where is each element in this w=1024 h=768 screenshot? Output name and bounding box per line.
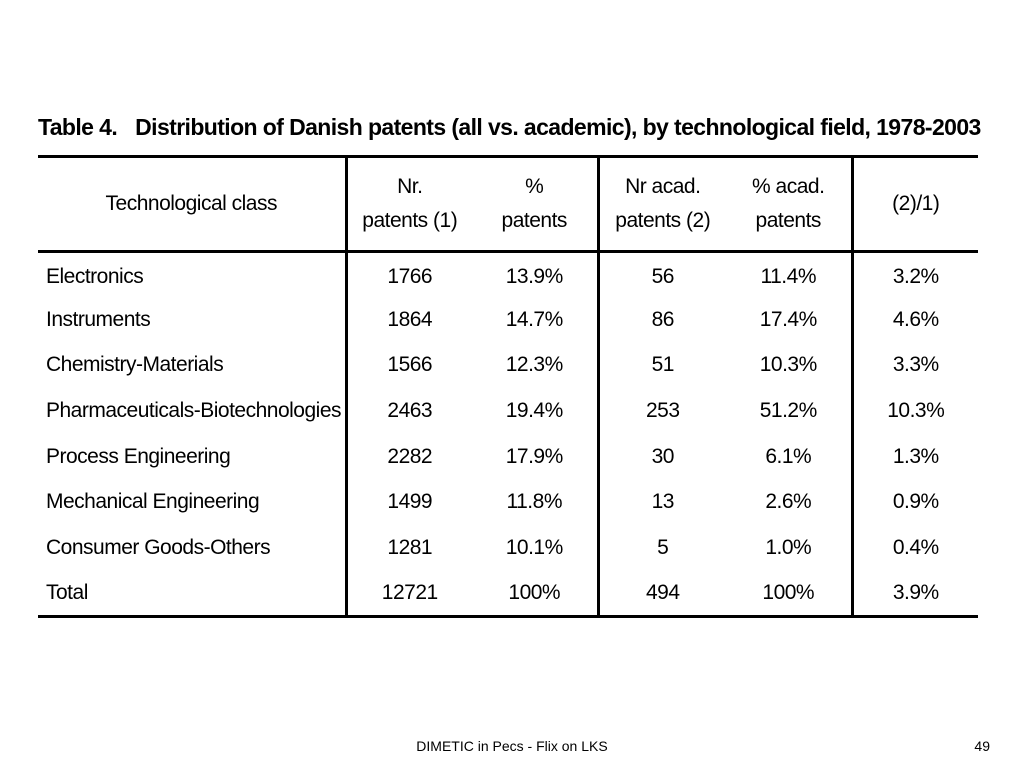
cell-nr-acad-patents: 51 [598, 343, 726, 389]
cell-ratio: 3.9% [852, 571, 978, 617]
header-row [38, 157, 978, 252]
cell-ratio: 0.9% [852, 479, 978, 525]
cell-pct-acad-patents: 11.4% [760, 265, 816, 289]
cell-ratio: 0.4% [852, 525, 978, 571]
cell-pct-patents: 100% [472, 571, 598, 617]
cell-nr-patents: 1281 [346, 525, 472, 571]
page-number: 49 [974, 738, 990, 754]
cell-pct-acad-patents: 10.3% [759, 353, 817, 377]
cell-nr-patents: 2463 [346, 388, 472, 434]
table-number: Table 4. [38, 114, 118, 140]
cell-ratio: 10.3% [852, 388, 978, 434]
cell-technological-class: Electronics [46, 265, 144, 289]
cell-pct-patents: 10.1% [505, 535, 563, 559]
cell-pct-acad-patents: 51.2% [759, 399, 817, 423]
header-nr-acad-patents: Nr acad. patents (2) [598, 157, 726, 252]
cell-nr-acad-patents: 56 [598, 252, 726, 298]
header-technological-class: Technological class [38, 157, 346, 252]
cell-pct-patents: 12.3% [505, 353, 563, 377]
cell-nr-patents: 2282 [346, 434, 472, 480]
table-row [38, 525, 978, 571]
cell-pct-patents: 19.4% [505, 399, 563, 423]
header-pct-acad-patents: % acad. patents [726, 157, 852, 252]
cell-pct-patents: 17.9% [505, 444, 563, 468]
cell-pct-acad-patents: 17.4% [759, 307, 817, 331]
table-row [38, 297, 978, 343]
cell-technological-class: Total [38, 571, 346, 617]
cell-pct-patents: 11.8% [506, 490, 562, 514]
cell-technological-class: Chemistry-Materials [46, 353, 224, 377]
table-row [38, 571, 978, 617]
header-ratio: (2)/1) [852, 157, 978, 252]
cell-technological-class: Mechanical Engineering [46, 490, 260, 514]
cell-pct-acad-patents: 100% [726, 571, 852, 617]
cell-ratio: 1.3% [852, 434, 978, 480]
cell-ratio: 3.3% [852, 343, 978, 389]
table-row [38, 434, 978, 480]
table-row [38, 388, 978, 434]
header-nr-patents: Nr. patents (1) [346, 157, 472, 252]
table-row [38, 479, 978, 525]
header-pct-patents: % patents [472, 157, 598, 252]
cell-nr-patents: 12721 [346, 571, 472, 617]
cell-nr-acad-patents: 253 [598, 388, 726, 434]
cell-pct-patents: 14.7% [505, 307, 563, 331]
table-body [38, 252, 978, 617]
cell-nr-patents: 1766 [346, 252, 472, 298]
table-title: Distribution of Danish patents (all vs. academic), by technological field, 1978-2003 [135, 114, 981, 140]
slide-footer: DIMETIC in Pecs - Flix on LKS [416, 738, 608, 754]
cell-ratio: 3.2% [852, 252, 978, 298]
cell-nr-acad-patents: 494 [598, 571, 726, 617]
cell-nr-acad-patents: 5 [598, 525, 726, 571]
cell-technological-class: Process Engineering [46, 444, 231, 468]
cell-technological-class: Instruments [46, 307, 151, 331]
cell-technological-class: Pharmaceuticals-Biotechnologies [46, 399, 341, 423]
cell-nr-patents: 1566 [346, 343, 472, 389]
cell-pct-acad-patents: 1.0% [765, 535, 812, 559]
patent-distribution-table [38, 155, 978, 618]
table-caption [38, 114, 988, 141]
cell-ratio: 4.6% [852, 297, 978, 343]
table-row [38, 343, 978, 389]
cell-nr-acad-patents: 86 [598, 297, 726, 343]
cell-nr-patents: 1864 [346, 297, 472, 343]
cell-nr-acad-patents: 30 [598, 434, 726, 480]
cell-nr-acad-patents: 13 [598, 479, 726, 525]
cell-pct-patents: 13.9% [505, 265, 563, 289]
cell-technological-class: Consumer Goods-Others [46, 535, 271, 559]
table-row [38, 252, 978, 298]
cell-nr-patents: 1499 [346, 479, 472, 525]
cell-pct-acad-patents: 2.6% [765, 490, 812, 514]
cell-pct-acad-patents: 6.1% [765, 444, 812, 468]
